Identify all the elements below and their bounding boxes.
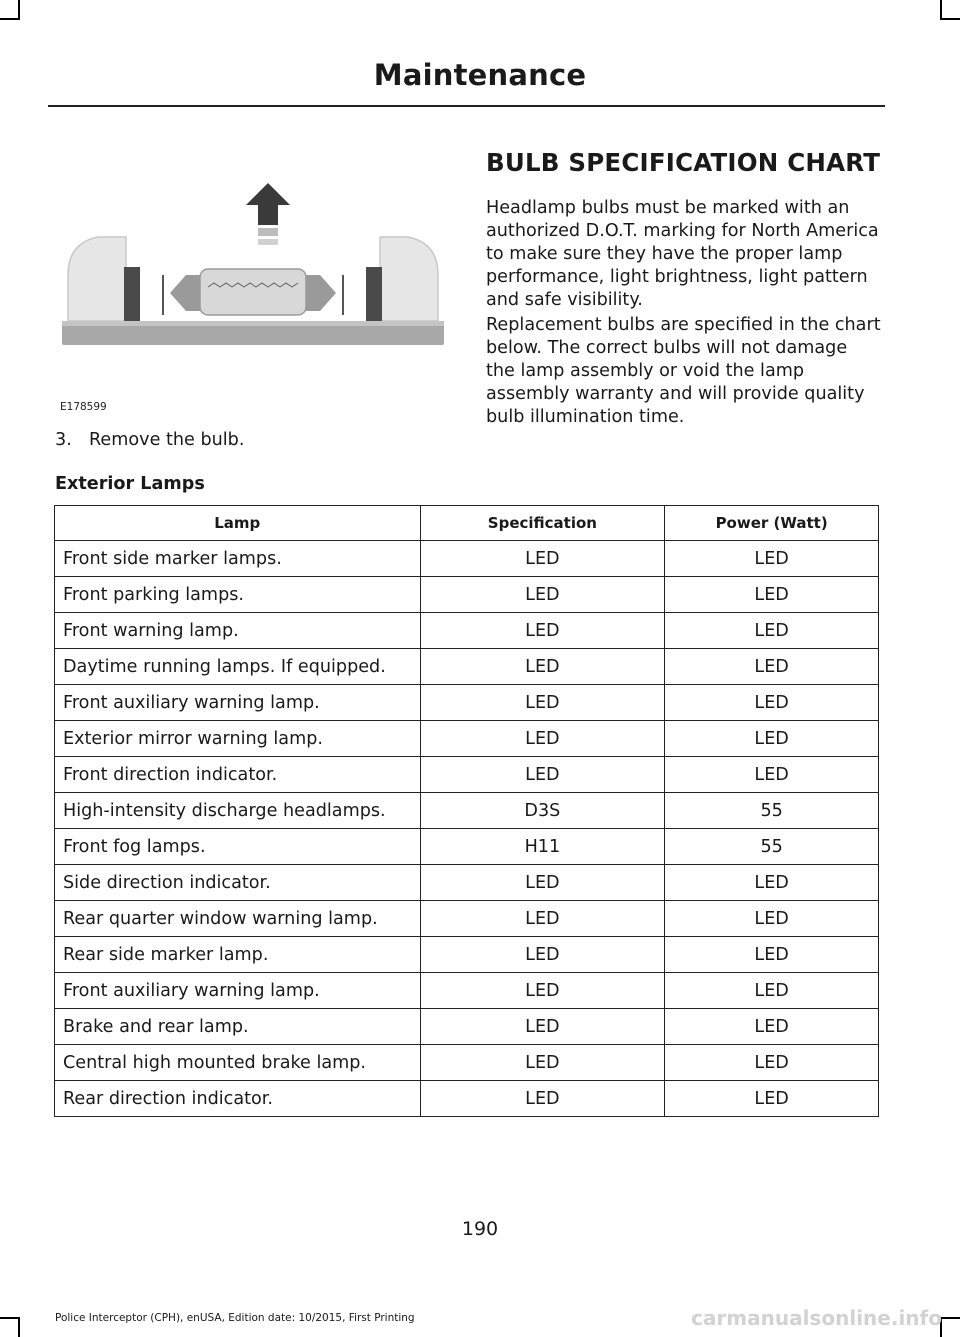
spec-cell: LED [420, 901, 665, 937]
column-header-lamp: Lamp [55, 506, 421, 541]
spec-cell: LED [420, 721, 665, 757]
table-row [55, 1045, 879, 1081]
lamp-cell: Rear direction indicator. [55, 1081, 421, 1117]
table-heading: Exterior Lamps [55, 474, 205, 494]
lamp-cell: Rear side marker lamp. [55, 937, 421, 973]
power-cell: LED [665, 613, 879, 649]
power-cell: LED [665, 721, 879, 757]
section-heading: BULB SPECIFICATION CHART [486, 148, 881, 177]
lamp-cell: Front direction indicator. [55, 757, 421, 793]
table-row [55, 757, 879, 793]
spec-cell: LED [420, 577, 665, 613]
spec-cell: H11 [420, 829, 665, 865]
watermark: carmanualsonline.info [691, 1306, 942, 1330]
lamp-cell: Exterior mirror warning lamp. [55, 721, 421, 757]
power-cell: LED [665, 577, 879, 613]
table-row [55, 973, 879, 1009]
table-row [55, 1081, 879, 1117]
power-cell: 55 [665, 829, 879, 865]
lamp-cell: Front warning lamp. [55, 613, 421, 649]
table-row [55, 793, 879, 829]
lamp-cell: Front parking lamps. [55, 577, 421, 613]
page-number: 190 [461, 1218, 499, 1240]
power-cell: LED [665, 1081, 879, 1117]
table-row [55, 613, 879, 649]
page-title: Maintenance [373, 58, 587, 92]
spec-cell: LED [420, 541, 665, 577]
lamp-cell: Brake and rear lamp. [55, 1009, 421, 1045]
lamp-cell: Daytime running lamps. If equipped. [55, 649, 421, 685]
bulb-removal-figure [58, 175, 448, 420]
table-row [55, 829, 879, 865]
lamp-cell: Central high mounted brake lamp. [55, 1045, 421, 1081]
spec-cell: LED [420, 613, 665, 649]
table-row [55, 649, 879, 685]
spec-cell: LED [420, 757, 665, 793]
power-cell: LED [665, 865, 879, 901]
up-arrow-icon [246, 183, 290, 225]
column-header-power: Power (Watt) [665, 506, 879, 541]
power-cell: LED [665, 901, 879, 937]
spec-cell: D3S [420, 793, 665, 829]
lamp-cell: Rear quarter window warning lamp. [55, 901, 421, 937]
column-header-specification: Specification [420, 506, 665, 541]
bulb-spec-table [54, 505, 879, 1117]
spec-cell: LED [420, 1045, 665, 1081]
spec-cell: LED [420, 649, 665, 685]
spec-cell: LED [420, 1081, 665, 1117]
crop-mark-top-left-v [18, 0, 20, 20]
table-row [55, 541, 879, 577]
intro-paragraph: Headlamp bulbs must be marked with an authorized D.O.T. marking for North America to make sure they have the proper lamp performance, light brightness, light pattern and safe visibility. [486, 198, 879, 310]
lamp-cell: Side direction indicator. [55, 865, 421, 901]
step-text: Remove the bulb. [89, 430, 245, 450]
table-row [55, 685, 879, 721]
table-row [55, 937, 879, 973]
power-cell: LED [665, 757, 879, 793]
power-cell: LED [665, 649, 879, 685]
spec-cell: LED [420, 973, 665, 1009]
lamp-cell: Front auxiliary warning lamp. [55, 685, 421, 721]
table-row [55, 865, 879, 901]
table-row [55, 721, 879, 757]
table-row [55, 901, 879, 937]
table-row [55, 1009, 879, 1045]
power-cell: LED [665, 685, 879, 721]
power-cell: LED [665, 1045, 879, 1081]
lamp-cell: Front fog lamps. [55, 829, 421, 865]
crop-mark-top-right-h [940, 18, 960, 20]
power-cell: LED [665, 973, 879, 1009]
step-3 [55, 430, 244, 450]
step-number: 3. [55, 430, 72, 450]
spec-cell: LED [420, 1009, 665, 1045]
lamp-cell: Front side marker lamps. [55, 541, 421, 577]
header-rule [48, 105, 885, 107]
crop-mark-top-left-h [0, 18, 20, 20]
lamp-cell: Front auxiliary warning lamp. [55, 973, 421, 1009]
power-cell: 55 [665, 793, 879, 829]
power-cell: LED [665, 1009, 879, 1045]
bulb-removal-illustration [58, 175, 448, 395]
crop-mark-bottom-left-v [18, 1317, 20, 1337]
spec-cell: LED [420, 685, 665, 721]
table-header-row [55, 506, 879, 541]
spec-cell: LED [420, 865, 665, 901]
crop-mark-top-right-v [940, 0, 942, 20]
power-cell: LED [665, 937, 879, 973]
lamp-cell: High-intensity discharge headlamps. [55, 793, 421, 829]
power-cell: LED [665, 541, 879, 577]
edition-footer: Police Interceptor (CPH), enUSA, Edition date: 10/2015, First Printing [55, 1312, 415, 1324]
table-row [55, 577, 879, 613]
crop-mark-bottom-right-h [940, 1317, 960, 1319]
spec-cell: LED [420, 937, 665, 973]
figure-code: E178599 [60, 401, 107, 413]
crop-mark-bottom-left-h [0, 1317, 20, 1319]
replacement-paragraph: Replacement bulbs are specified in the chart below. The correct bulbs will not damage the lamp assembly or void the lamp assembly warranty and will provide quality bulb illumination time. [486, 315, 881, 427]
